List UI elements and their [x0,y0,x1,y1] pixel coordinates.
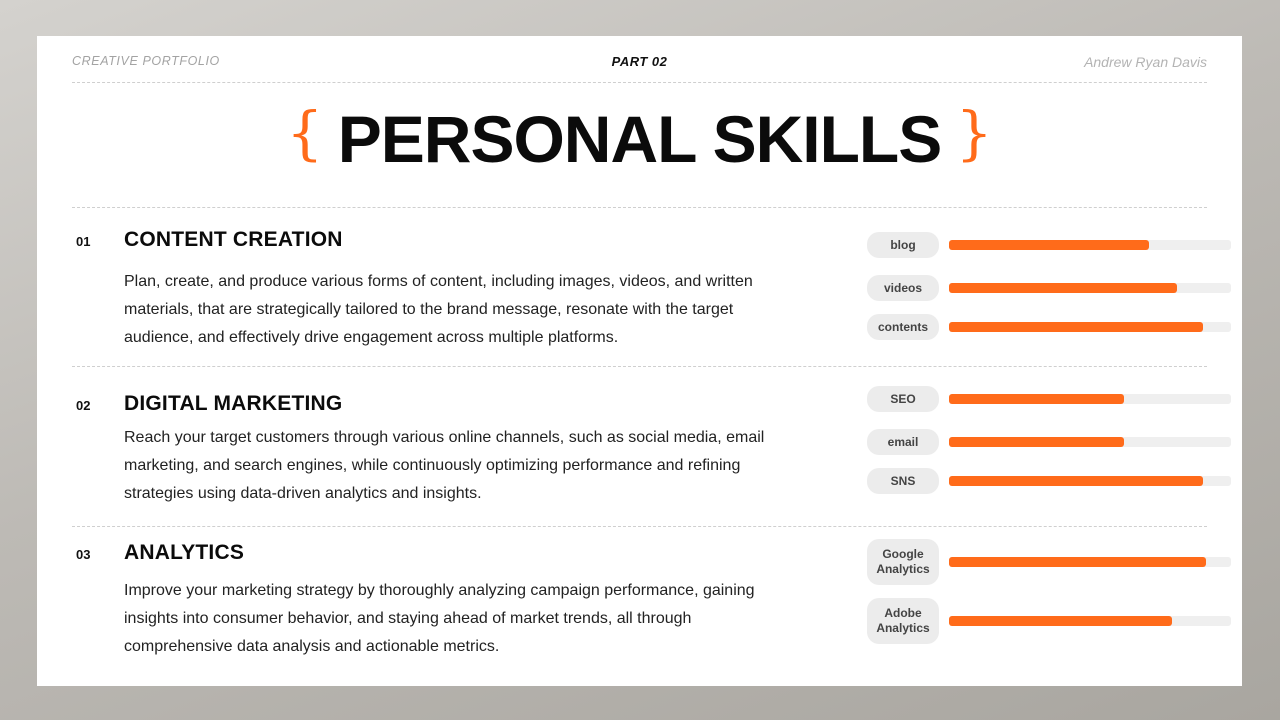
skill-fill [949,394,1124,404]
skill-label: Adobe Analytics [867,598,939,644]
skill-fill [949,322,1203,332]
section-number: 01 [76,234,91,249]
section-title: CONTENT CREATION [124,228,343,251]
skill-track [949,557,1231,567]
slide-card [37,36,1242,686]
brand-label: CREATIVE PORTFOLIO [72,54,220,68]
skill-fill [949,240,1149,250]
skill-fill [949,437,1124,447]
section-title: DIGITAL MARKETING [124,392,343,415]
skill-label: SNS [867,468,939,494]
skill-track [949,437,1231,447]
section-title: ANALYTICS [124,541,245,564]
skill-label: contents [867,314,939,340]
skill-track [949,322,1231,332]
header-bar [72,50,1207,83]
page-title-text: PERSONAL SKILLS [337,102,942,176]
skill-fill [949,557,1206,567]
skill-track [949,283,1231,293]
section-description: Improve your marketing strategy by thoroughly analyzing campaign performance, gaining insights into consumer behavior, and staying ahead of market trends, all through comprehensive data analysis and actionable metrics. [124,582,755,655]
section-number: 02 [76,398,91,413]
section-description: Plan, create, and produce various forms of content, including images, videos, and written materials, that are strategically tailored to the brand message, resonate with the target audience, and effectively drive engagement across multiple platforms. [124,273,753,346]
divider [72,207,1207,208]
skill-track [949,616,1231,626]
skill-track [949,394,1231,404]
skill-track [949,476,1231,486]
section-number: 03 [76,547,91,562]
skill-label: videos [867,275,939,301]
skill-label: Google Analytics [867,539,939,585]
author-name: Andrew Ryan Davis [1084,54,1207,70]
skill-label: email [867,429,939,455]
divider [72,366,1207,367]
open-brace-icon: { [286,99,324,167]
section-description: Reach your target customers through various online channels, such as social media, email marketing, and search engines, while continuously optimizing performance and refining strategies using data-driven analytics and insights. [124,429,765,502]
skill-fill [949,476,1203,486]
skill-label: SEO [867,386,939,412]
divider [72,526,1207,527]
close-brace-icon: } [955,99,993,167]
skill-label: blog [867,232,939,258]
skill-fill [949,283,1177,293]
skill-fill [949,616,1172,626]
part-label: PART 02 [611,54,668,69]
skill-track [949,240,1231,250]
page-title [37,99,1242,192]
